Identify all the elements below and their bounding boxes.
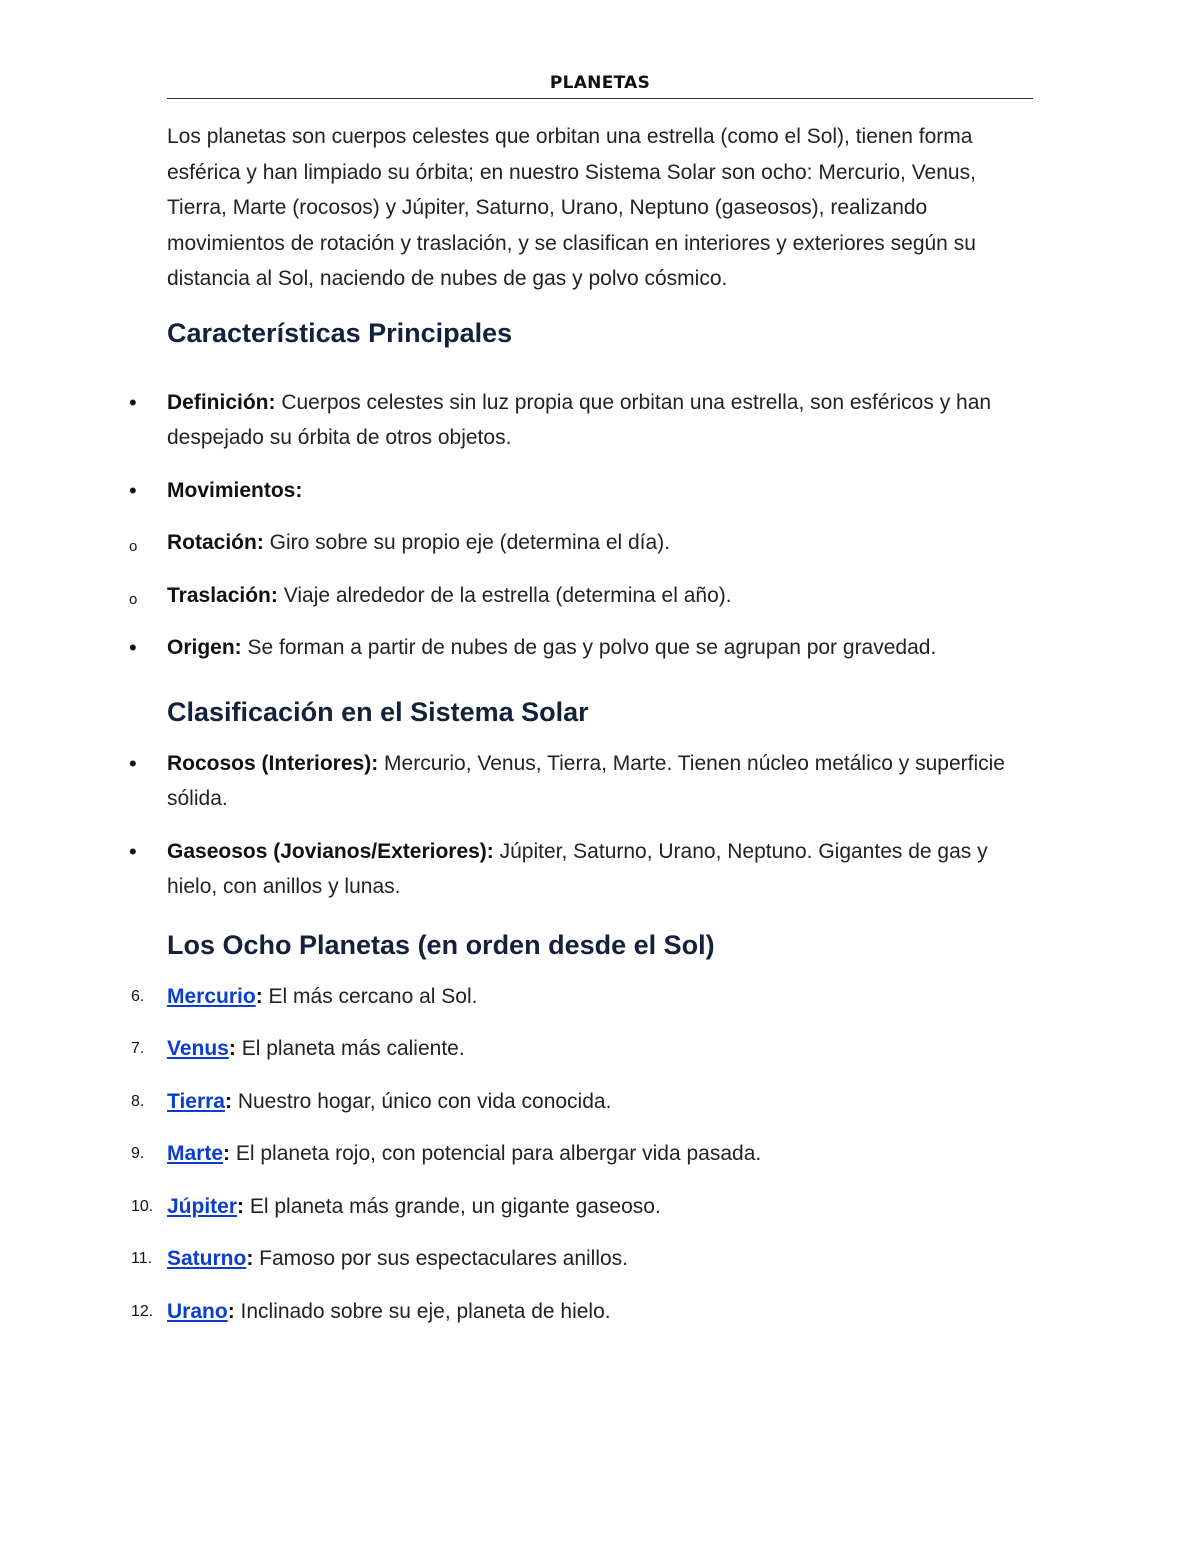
item-text: El planeta rojo, con potencial para albergar vida pasada. bbox=[230, 1142, 762, 1165]
planet-item-marte bbox=[131, 1136, 1033, 1172]
list-item bbox=[129, 473, 1033, 509]
planet-item-mercurio bbox=[131, 979, 1033, 1015]
item-label: Rotación: bbox=[167, 531, 264, 554]
item-text: Famoso por sus espectaculares anillos. bbox=[253, 1247, 629, 1270]
item-text: Cuerpos celestes sin luz propia que orbitan una estrella, son esféricos y han despejado su órbita de otros objetos. bbox=[167, 390, 992, 449]
item-text: El planeta más grande, un gigante gaseoso. bbox=[244, 1194, 661, 1218]
list-number: 6. bbox=[131, 987, 145, 1005]
heading-ocho-planetas: Los Ocho Planetas (en orden desde el Sol) bbox=[167, 929, 715, 960]
caracteristicas-list bbox=[129, 385, 1033, 666]
list-number: 8. bbox=[131, 1092, 145, 1110]
item-text: Mercurio, Venus, Tierra, Marte. Tienen núcleo metálico y superficie sólida. bbox=[167, 751, 1005, 810]
circle-bullet-icon: o bbox=[129, 590, 138, 608]
document-body bbox=[129, 119, 1033, 1346]
clasificacion-list bbox=[129, 746, 1033, 905]
bullet-icon: • bbox=[129, 477, 137, 503]
planet-item-jupiter bbox=[131, 1189, 1033, 1225]
item-colon: : bbox=[246, 1247, 254, 1270]
circle-bullet-icon: o bbox=[129, 538, 138, 555]
page-header bbox=[167, 70, 1033, 99]
list-item bbox=[129, 385, 1033, 456]
intro-paragraph: Los planetas son cuerpos celestes que orbitan una estrella (como el Sol), tienen forma esférica y han limpiado su órbita; en nuestro Sistema Solar son ocho: Mercurio, Venus, Tierra, Marte (rocosos) y Júpiter, Saturno, Urano, Neptuno (gaseosos), realizando movimientos de rotación y traslación, y se clasifican en interiores y exteriores según su distancia al Sol, naciendo de nubes de gas y polvo cósmico. bbox=[167, 125, 976, 290]
link-marte[interactable]: Marte bbox=[167, 1142, 224, 1165]
bullet-icon: • bbox=[129, 750, 137, 776]
heading-clasificacion: Clasificación en el Sistema Solar bbox=[167, 696, 589, 727]
list-number: 10. bbox=[131, 1197, 154, 1215]
header-title: PLANETAS bbox=[549, 73, 651, 93]
item-label: Movimientos: bbox=[167, 478, 303, 502]
list-item bbox=[129, 578, 1033, 614]
planet-item-urano bbox=[131, 1294, 1033, 1330]
item-label: Rocosos (Interiores): bbox=[167, 751, 379, 775]
item-label: Origen: bbox=[167, 636, 242, 659]
item-text: El más cercano al Sol. bbox=[262, 984, 478, 1008]
planet-item-saturno bbox=[131, 1241, 1033, 1277]
item-label: Traslación: bbox=[167, 583, 278, 607]
link-urano[interactable]: Urano bbox=[167, 1299, 228, 1323]
item-text: Se forman a partir de nubes de gas y polvo que se agrupan por gravedad. bbox=[241, 636, 937, 659]
link-venus[interactable]: Venus bbox=[167, 1037, 229, 1060]
list-item bbox=[129, 630, 1033, 666]
item-text: Viaje alrededor de la estrella (determina el año). bbox=[277, 583, 732, 607]
planet-item-tierra bbox=[131, 1084, 1033, 1120]
item-colon: : bbox=[223, 1142, 231, 1165]
item-text: Giro sobre su propio eje (determina el día). bbox=[263, 531, 671, 554]
item-text: Nuestro hogar, único con vida conocida. bbox=[232, 1089, 612, 1113]
item-colon: : bbox=[225, 1089, 232, 1113]
list-item bbox=[129, 834, 1033, 905]
bullet-icon: • bbox=[129, 838, 137, 864]
bullet-icon: • bbox=[129, 389, 137, 415]
list-number: 12. bbox=[131, 1302, 154, 1320]
link-tierra[interactable]: Tierra bbox=[167, 1089, 225, 1113]
list-number: 9. bbox=[131, 1145, 145, 1162]
link-saturno[interactable]: Saturno bbox=[167, 1247, 247, 1270]
list-item bbox=[129, 746, 1033, 817]
item-colon: : bbox=[255, 984, 263, 1008]
item-text: El planeta más caliente. bbox=[235, 1037, 465, 1060]
bullet-icon: • bbox=[129, 635, 137, 660]
item-colon: : bbox=[228, 1037, 236, 1060]
list-number: 7. bbox=[131, 1040, 145, 1057]
item-colon: : bbox=[237, 1194, 245, 1218]
item-colon: : bbox=[227, 1299, 235, 1323]
list-number: 11. bbox=[131, 1250, 153, 1267]
planet-item-venus bbox=[131, 1031, 1033, 1067]
link-jupiter[interactable]: Júpiter bbox=[167, 1194, 238, 1218]
item-label: Definición: bbox=[167, 390, 276, 414]
item-label: Gaseosos (Jovianos/Exteriores): bbox=[167, 839, 494, 863]
link-mercurio[interactable]: Mercurio bbox=[167, 984, 256, 1008]
item-text: Inclinado sobre su eje, planeta de hielo. bbox=[234, 1299, 611, 1323]
heading-caracteristicas: Características Principales bbox=[167, 317, 513, 348]
planets-list bbox=[131, 979, 1033, 1330]
item-text: Júpiter, Saturno, Urano, Neptuno. Gigantes de gas y hielo, con anillos y lunas. bbox=[167, 839, 988, 898]
list-item bbox=[129, 525, 1033, 561]
